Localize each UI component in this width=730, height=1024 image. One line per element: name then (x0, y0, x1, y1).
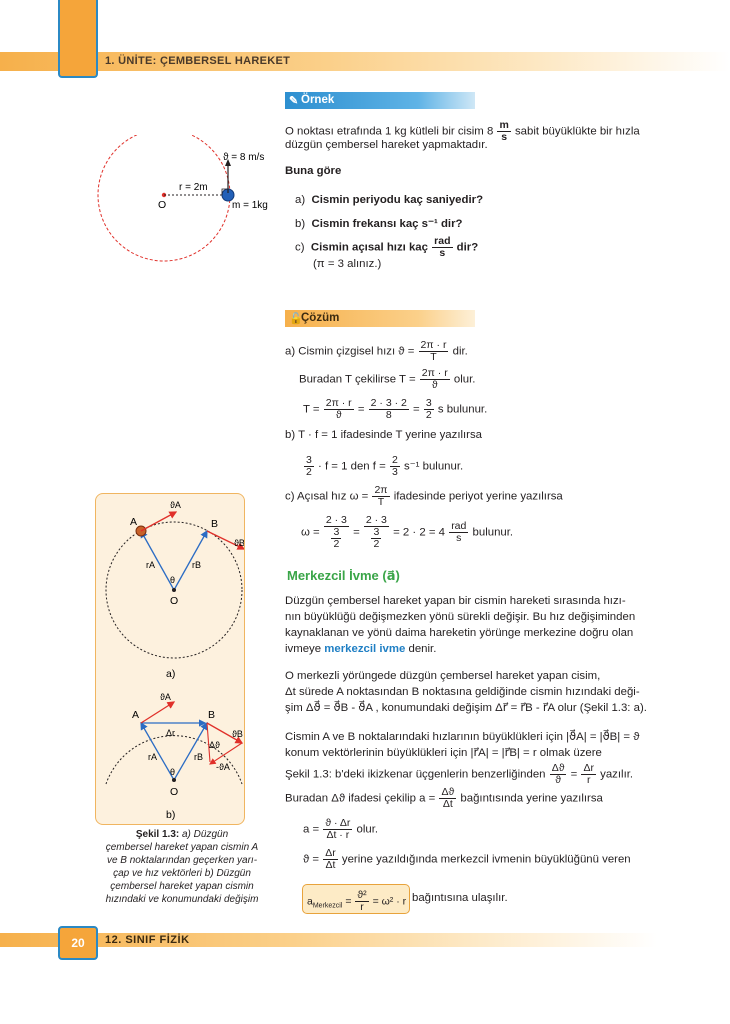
key-term: merkezcil ivme (324, 643, 406, 655)
figure-caption: Şekil 1.3: a) Düzgün çembersel hareket yapan cismin A ve B noktalarından geçerken yarı- çap ve hız vektörleri b) Düzgün çembersel hareket yapan cismin hızındaki ve konumundaki değişim (105, 829, 259, 905)
solution-b-line1: b) T · f = 1 ifadesinde T yerine yazılırsa (285, 429, 483, 441)
figure-1-3-svg (96, 494, 244, 824)
merkezcil-paragraph-3: Cismin A ve B noktalarındaki hızlarının büyüklükleri için |ϑ⃗A| = |ϑ⃗B| = ϑ konum vektörlerinin büyüklükleri için |r⃗A| = |r⃗B| = r olmak üzere (285, 731, 640, 759)
figure-a-label-rA: rA (146, 560, 155, 570)
example-heading (285, 92, 475, 109)
merkezcil-paragraph-1: Düzgün çembersel hareket yapan bir cismin hareketi sırasında hızı- nın büyüklüğü değişmezken yönü sürekli değişir. Bu hız değişiminden kaynaklanan ve yönü daima hareketin yörünge merkezine doğru olan ivmeye merkezcil ivme denir. (285, 595, 636, 655)
equation-a: a = $\frac{ϑ \cdot \Delta r}{\Delta t \cdot r}$ olur. (303, 817, 379, 841)
equation-v: ϑ = $\frac{\Delta r}{\Delta t}$ yerine yazıldığında merkezcil ivmenin büyüklüğünü veren (303, 847, 631, 871)
figure-b-label-theta: θ (170, 767, 176, 777)
edit-icon: ✎ (289, 95, 299, 107)
section-title-merkezcil: Merkezcil İvme (a⃗) (287, 568, 400, 583)
buna-gore: Buna göre (285, 165, 342, 177)
example-title: Örnek (301, 94, 335, 106)
orbit-circle (98, 135, 230, 261)
figure-b-label-rB: rB (194, 752, 203, 762)
solution-b-line2: $\frac{3}{2}$ · f = 1 den f = $\frac{2}{3}$ s⁻¹ bulunur. (306, 454, 464, 478)
figure-a-rB-vector (174, 531, 207, 590)
solution-heading (285, 310, 475, 327)
figure-b-label-A: A (132, 709, 140, 721)
figure-a-vA-vector (141, 512, 176, 531)
figure-a-label-rB: rB (192, 560, 201, 570)
merkezcil-paragraph-2: O merkezli yörüngede düzgün çembersel hareket yapan cisim, Δt sürede A noktasından B noktasına geldiğinde cismin hızındaki deği- şim Δϑ⃗ = ϑ⃗B - ϑ⃗A , konumundaki değişim Δr⃗ = r⃗B - r⃗A olur (Şekil 1.3: a). (285, 670, 647, 714)
final-formula: $a_{Merkezcil}$ = $\frac{\text{ϑ²}}{r}$ = ω² · r (307, 889, 407, 913)
solution-title: Çözüm (301, 312, 340, 324)
question-a: a) Cismin periyodu kaç saniyedir? (295, 194, 484, 206)
mass-label: m = 1kg (232, 200, 268, 211)
unit-title: 1. ÜNİTE: ÇEMBERSEL HAREKET (105, 55, 291, 67)
figure-b-caption: b) (166, 809, 176, 821)
figure-a-label-vB: ϑB (234, 538, 244, 548)
solution-c-line2: ω = $\frac{2 \cdot 3}{\frac{3}{2}}$ = $\frac{2 \cdot 3}{\frac{3}{2}}$ = 2 · 2 = 4 $\frac{\text{rad}}{s}$ bulunur. (301, 514, 514, 550)
velocity-label: ϑ = 8 m/s (223, 152, 265, 163)
figure-b-label-rA: rA (148, 752, 157, 762)
circular-motion-diagram (90, 135, 280, 270)
figure-b-label-B: B (208, 709, 216, 721)
question-c: c) Cismin açısal hızı kaç $\frac{\text{rad}}{s}$ dir? (295, 235, 479, 259)
figure-a-label-theta: θ (170, 575, 176, 585)
figure-a-label-O: O (170, 595, 179, 607)
figure-b-label-vA: ϑA (160, 692, 171, 702)
solution-a-line1: a) Cismin çizgisel hızı ϑ = $\frac{2\pi \cdot r}{T}$ dir. (285, 339, 468, 363)
figure-b-vA-vector (141, 702, 174, 723)
center-label: O (158, 199, 167, 211)
solution-a-line2: Buradan T çekilirse T = $\frac{2\pi \cdot r}{ϑ}$ olur. (299, 367, 476, 391)
page-number: 20 (58, 926, 98, 960)
example-intro-line1: O noktası etrafında 1 kg kütleli bir cisim 8 $\frac{m}{s}$ sabit büyüklükte bir hızla (285, 119, 640, 143)
figure-b-label-delta-r: Δr (166, 728, 176, 738)
question-b: b) Cismin frekansı kaç s⁻¹ dir? (295, 218, 463, 230)
merkezcil-paragraph-3-line3: Şekil 1.3: b'deki ikizkenar üçgenlerin benzerliğinden $\frac{\Delta ϑ}{ϑ}$ = $\frac{\Delta r}{r}$ yazılır. (285, 762, 634, 786)
figure-b-center (172, 778, 176, 782)
solution-a-line3: T = $\frac{2\pi \cdot r}{ϑ}$ = $\frac{2 \cdot 3 \cdot 2}{8}$ = $\frac{3}{2}$ s bulunur. (303, 397, 488, 421)
lock-open-icon: 🔓 (289, 313, 303, 325)
figure-b-label-delta-v: Δϑ (209, 740, 220, 750)
figure-a-label-B: B (211, 518, 219, 530)
figure-a-label-A: A (130, 516, 138, 528)
figure-a-label-vA: ϑA (170, 500, 181, 510)
figure-a-center (172, 588, 176, 592)
figure-1-3-box (95, 493, 245, 825)
figure-b-label-neg-vA: -ϑA (216, 762, 230, 772)
final-formula-text: bağıntısına ulaşılır. (412, 892, 508, 904)
solution-c-line1: c) Açısal hız ω = $\frac{2\pi}{T}$ ifadesinde periyot yerine yazılırsa (285, 484, 563, 508)
figure-b-label-vB: ϑB (232, 729, 243, 739)
question-c-note: (π = 3 alınız.) (313, 258, 382, 270)
example-intro-line2: düzgün çembersel hareket yapmaktadır. (285, 139, 488, 151)
figure-a-caption: a) (166, 668, 176, 680)
radius-label: r = 2m (179, 182, 208, 193)
merkezcil-paragraph-3-line4: Buradan Δϑ ifadesi çekilip a = $\frac{\Delta ϑ}{\Delta t}$ bağıntısında yerine yazılırsa (285, 786, 603, 810)
grade-label: 12. SINIF FİZİK (105, 934, 190, 946)
unit-tab-marker (58, 0, 98, 78)
figure-b-label-O: O (170, 786, 179, 798)
final-formula-box (302, 884, 410, 914)
